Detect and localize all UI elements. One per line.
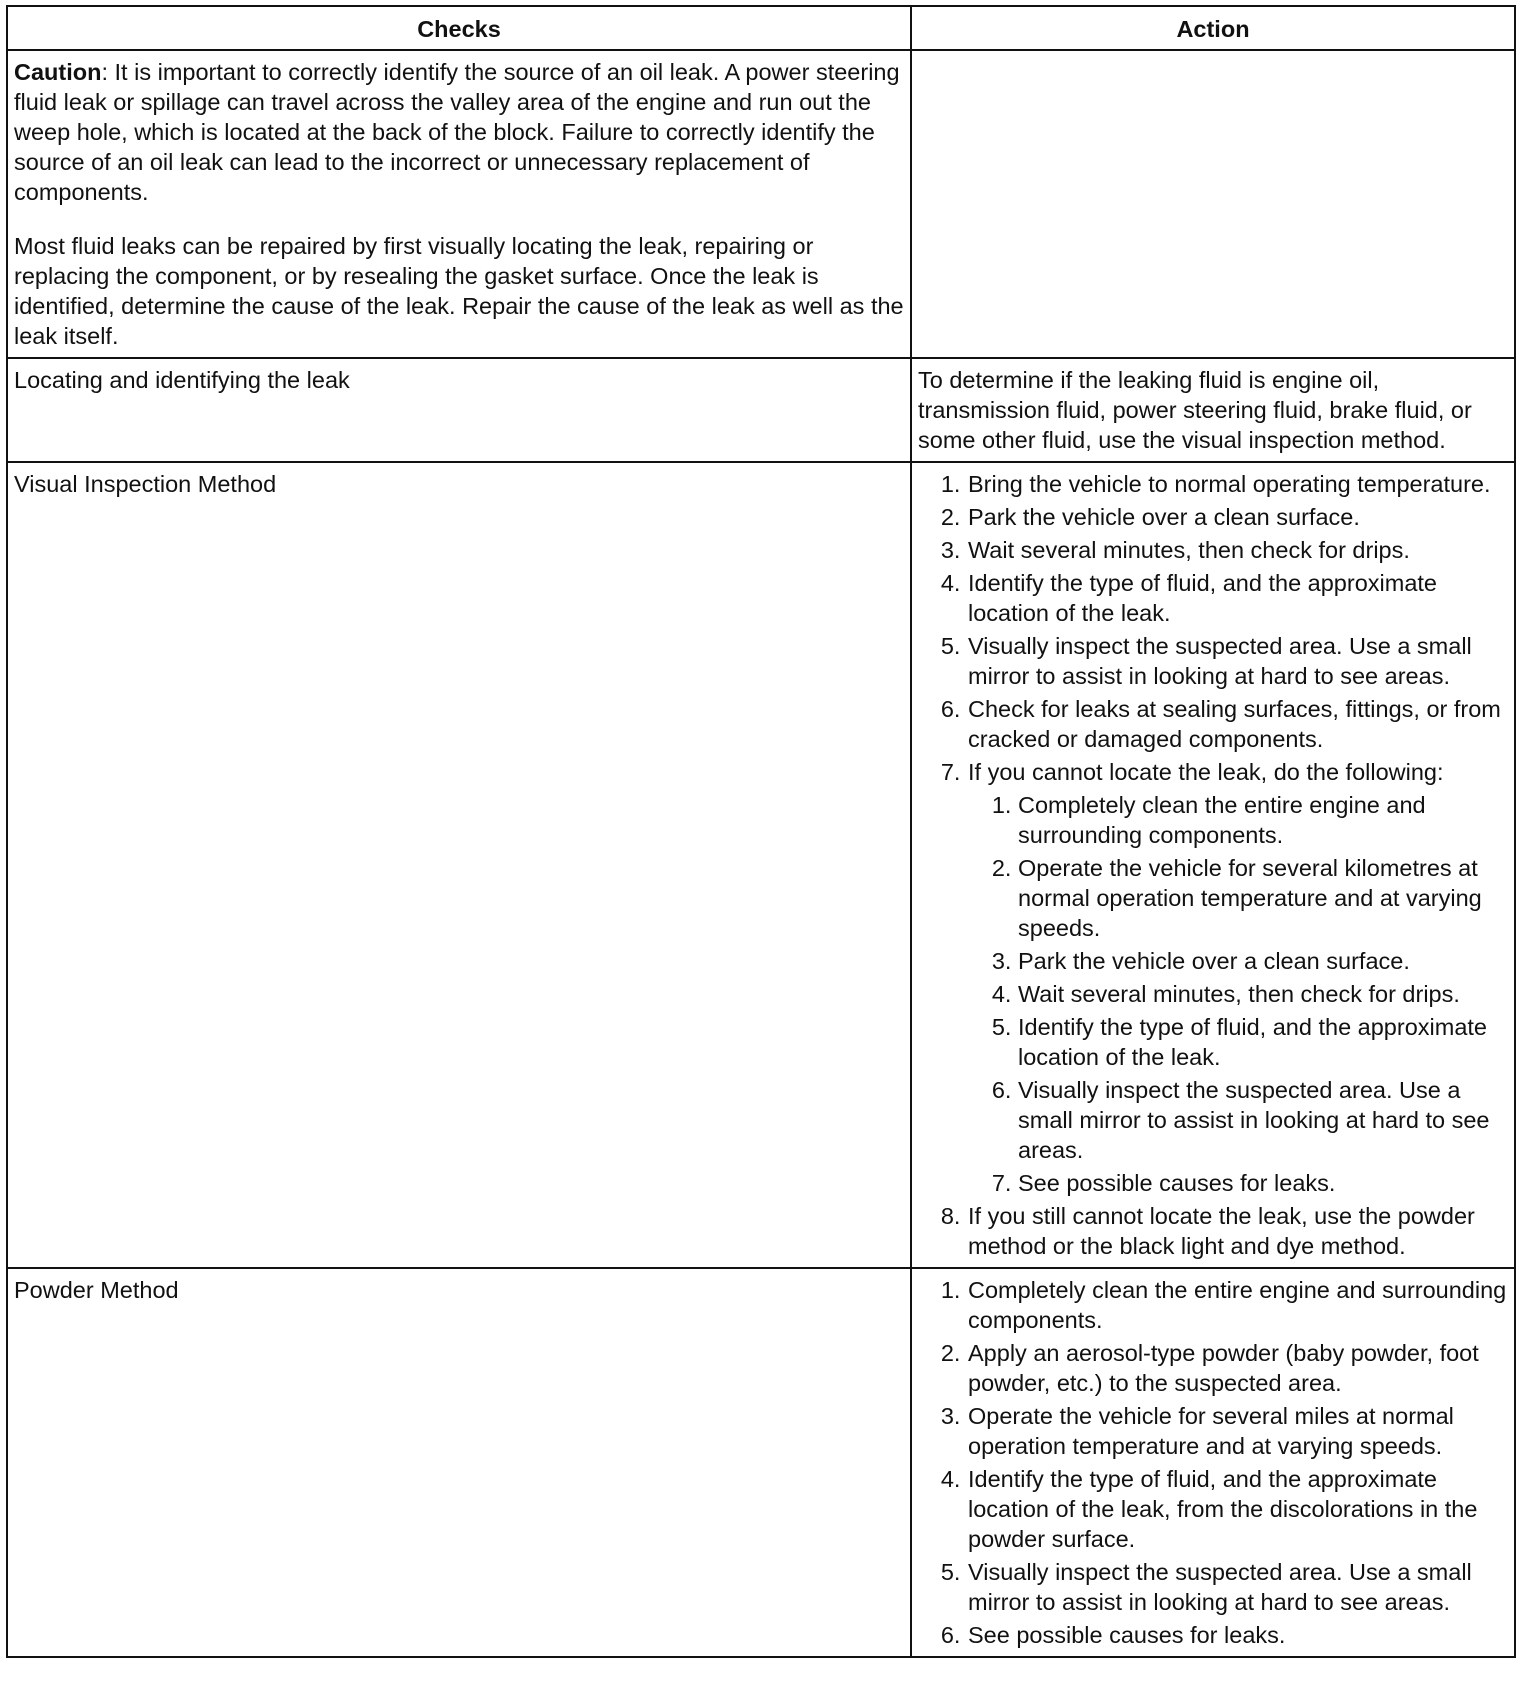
caution-row	[7, 50, 1515, 358]
caution-paragraph	[14, 57, 904, 207]
caution-text: It is important to correctly identify the source of an oil leak. A power steering fluid leak or spillage can travel across the valley area of the engine and run out the weep hole, which is located at the back of the block. Failure to correctly identify the source of an oil leak can lead to the incorrect or unnecessary replacement of components.	[14, 59, 900, 205]
visual-step: 2. Park the vehicle over a clean surface.	[967, 502, 1508, 532]
header-action: Action	[911, 6, 1515, 50]
powder-step: 4. Identify the type of fluid, and the approximate location of the leak, from the discolorations in the powder surface.	[967, 1464, 1508, 1554]
caution-action-cell	[911, 50, 1515, 358]
visual-substep: 7. See possible causes for leaks.	[1018, 1168, 1508, 1198]
powder-step: 2. Apply an aerosol-type powder (baby powder, foot powder, etc.) to the suspected area.	[967, 1338, 1508, 1398]
powder-steps-list	[918, 1275, 1508, 1650]
caution-label: Caution	[14, 59, 102, 85]
powder-step: 5. Visually inspect the suspected area. Use a small mirror to assist in looking at hard to see areas.	[967, 1557, 1508, 1617]
header-checks: Checks	[7, 6, 911, 50]
powder-step: 1. Completely clean the entire engine and surrounding components.	[967, 1275, 1508, 1335]
visual-step-with-substeps	[967, 757, 1508, 1198]
powder-check: Powder Method	[7, 1268, 911, 1657]
visual-substep: 1. Completely clean the entire engine and surrounding components.	[1018, 790, 1508, 850]
visual-steps-list	[918, 469, 1508, 1261]
visual-check: Visual Inspection Method	[7, 462, 911, 1268]
visual-substep: 3. Park the vehicle over a clean surface.	[1018, 946, 1508, 976]
locating-check: Locating and identifying the leak	[7, 358, 911, 462]
header-row	[7, 6, 1515, 50]
visual-step-text: If you cannot locate the leak, do the following:	[968, 759, 1444, 785]
visual-step: 6. Check for leaks at sealing surfaces, fittings, or from cracked or damaged components.	[967, 694, 1508, 754]
visual-substeps-list	[968, 790, 1508, 1198]
caution-cell	[7, 50, 911, 358]
locating-action: To determine if the leaking fluid is engine oil, transmission fluid, power steering fluid, brake fluid, or some other fluid, use the visual inspection method.	[911, 358, 1515, 462]
visual-row	[7, 462, 1515, 1268]
powder-step: 3. Operate the vehicle for several miles at normal operation temperature and at varying speeds.	[967, 1401, 1508, 1461]
visual-step: 3. Wait several minutes, then check for drips.	[967, 535, 1508, 565]
powder-action	[911, 1268, 1515, 1657]
visual-substep: 2. Operate the vehicle for several kilometres at normal operation temperature and at varying speeds.	[1018, 853, 1508, 943]
visual-step: 1. Bring the vehicle to normal operating temperature.	[967, 469, 1508, 499]
visual-step: 5. Visually inspect the suspected area. Use a small mirror to assist in looking at hard to see areas.	[967, 631, 1508, 691]
caution-colon: :	[101, 59, 108, 85]
visual-step: 4. Identify the type of fluid, and the approximate location of the leak.	[967, 568, 1508, 628]
locating-row	[7, 358, 1515, 462]
powder-step: 6. See possible causes for leaks.	[967, 1620, 1508, 1650]
diagnosis-table	[6, 5, 1516, 1658]
visual-substep: 6. Visually inspect the suspected area. Use a small mirror to assist in looking at hard to see areas.	[1018, 1075, 1508, 1165]
intro-paragraph: Most fluid leaks can be repaired by first visually locating the leak, repairing or replacing the component, or by resealing the gasket surface. Once the leak is identified, determine the cause of the leak. Repair the cause of the leak as well as the leak itself.	[14, 233, 904, 349]
visual-substep: 4. Wait several minutes, then check for drips.	[1018, 979, 1508, 1009]
visual-action	[911, 462, 1515, 1268]
visual-substep: 5. Identify the type of fluid, and the approximate location of the leak.	[1018, 1012, 1508, 1072]
visual-step: 8. If you still cannot locate the leak, use the powder method or the black light and dye method.	[967, 1201, 1508, 1261]
powder-row	[7, 1268, 1515, 1657]
